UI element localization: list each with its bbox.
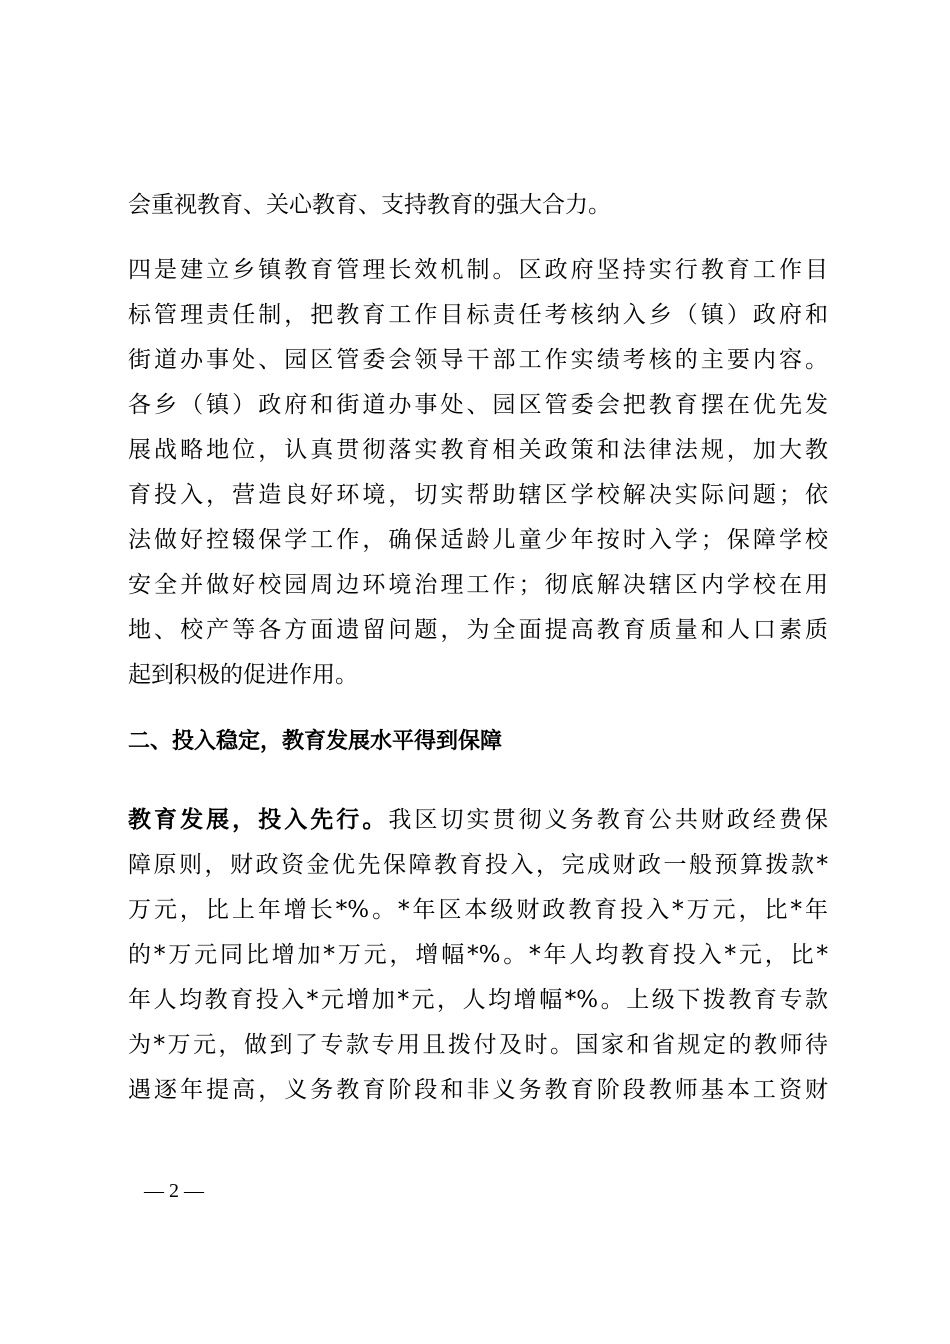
paragraph-3-line-7: 遇逐年提高，义务教育阶段和非义务教育阶段教师基本工资财 [128, 1077, 828, 1103]
paragraph-3-lead: 教育发展，投入先行。 [128, 807, 389, 833]
paragraph-3-line-5: 年人均教育投入*元增加*元，人均增幅*%。上级下拨教育专款 [128, 987, 828, 1013]
paragraph-3-line-1 [128, 805, 828, 835]
paragraph-3-line-4: 的*万元同比增加*万元，增幅*%。*年人均教育投入*元，比* [128, 942, 828, 968]
paragraph-2-line-2: 标管理责任制，把教育工作目标责任考核纳入乡（镇）政府和 [128, 302, 828, 328]
paragraph-1-line-1: 会重视教育、关心教育、支持教育的强大合力。 [128, 192, 611, 218]
paragraph-3-line-3: 万元，比上年增长*%。*年区本级财政教育投入*万元，比*年 [128, 897, 828, 923]
paragraph-3-line-6: 为*万元，做到了专款专用且拨付及时。国家和省规定的教师待 [128, 1032, 828, 1058]
paragraph-2-line-8: 安全并做好校园周边环境治理工作；彻底解决辖区内学校在用 [128, 572, 828, 598]
section-heading: 二、投入稳定，教育发展水平得到保障 [128, 729, 503, 754]
paragraph-3-line-2: 障原则，财政资金优先保障教育投入，完成财政一般预算拨款* [128, 852, 828, 878]
paragraph-2-line-5: 展战略地位，认真贯彻落实教育相关政策和法律法规，加大教 [128, 437, 828, 463]
page-number: — 2 — [144, 1180, 204, 1202]
paragraph-2-line-4: 各乡（镇）政府和街道办事处、园区管委会把教育摆在优先发 [128, 392, 828, 418]
paragraph-2-line-10: 起到积极的促进作用。 [128, 662, 358, 688]
paragraph-2-line-7: 法做好控辍保学工作，确保适龄儿童少年按时入学；保障学校 [128, 527, 828, 553]
paragraph-2-line-1: 四是建立乡镇教育管理长效机制。区政府坚持实行教育工作目 [128, 257, 828, 283]
paragraph-3-line-1-rest: 我区切实贯彻义务教育公共财政经费保 [388, 807, 829, 833]
paragraph-2-line-3: 街道办事处、园区管委会领导干部工作实绩考核的主要内容。 [128, 347, 828, 373]
paragraph-2-line-9: 地、校产等各方面遗留问题，为全面提高教育质量和人口素质 [128, 617, 828, 643]
paragraph-2-line-6: 育投入，营造良好环境，切实帮助辖区学校解决实际问题；依 [128, 482, 828, 508]
